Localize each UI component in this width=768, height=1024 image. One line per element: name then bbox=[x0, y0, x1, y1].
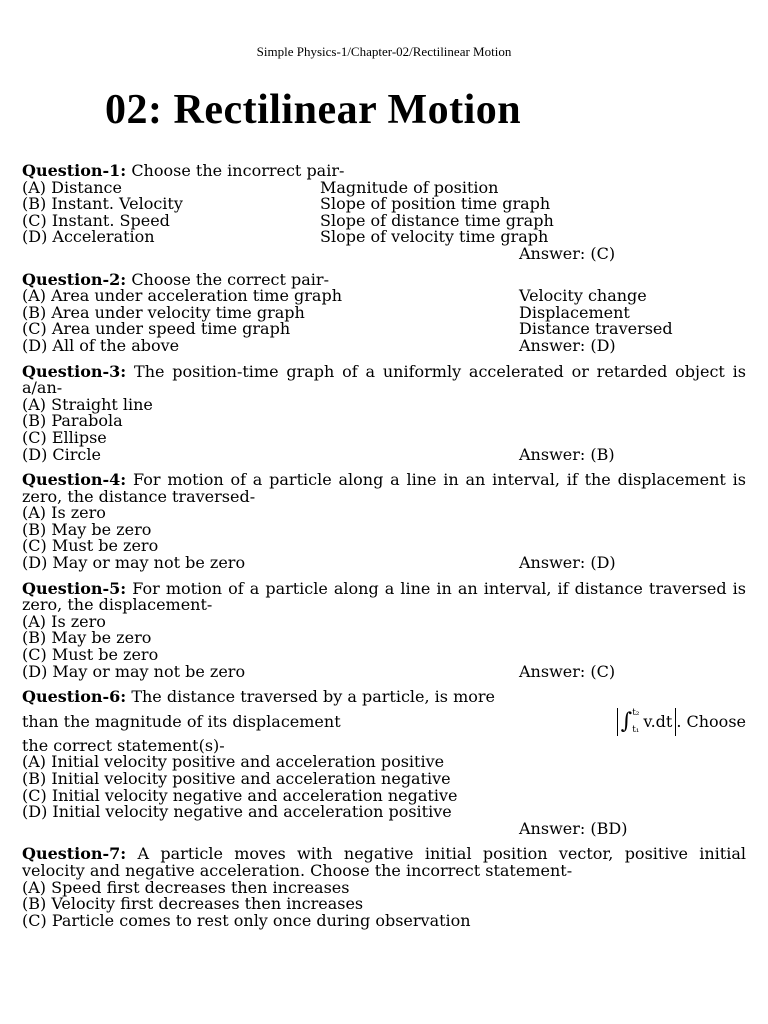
question-stem: . Choose bbox=[676, 711, 746, 731]
answer: Answer: (C) bbox=[519, 243, 616, 263]
running-header: Simple Physics-1/Chapter-02/Rectilinear Motion bbox=[256, 44, 512, 59]
question-label: Question-3: bbox=[22, 361, 127, 381]
question-label: Question-1: bbox=[22, 161, 127, 180]
pair-right: Slope of velocity time graph bbox=[320, 227, 549, 247]
question-stem: the correct statement(s)- bbox=[22, 735, 225, 755]
pair-right: Magnitude of position bbox=[320, 177, 499, 197]
option: (C) Ellipse bbox=[22, 427, 107, 447]
question-5 bbox=[22, 578, 746, 681]
question-6 bbox=[22, 689, 746, 837]
page-title: 02: Rectilinear Motion bbox=[105, 87, 522, 133]
option: (B) Parabola bbox=[22, 411, 123, 431]
answer: Answer: (D) bbox=[519, 553, 616, 573]
pair-left: (B) Instant. Velocity bbox=[22, 194, 183, 214]
option: (D) Circle bbox=[22, 444, 101, 464]
question-7 bbox=[22, 846, 746, 929]
integral-expression bbox=[617, 708, 677, 736]
question-stem: The distance traversed by a particle, is more bbox=[131, 687, 496, 707]
option: (A) Is zero bbox=[22, 503, 106, 523]
pair-left: (A) Distance bbox=[22, 177, 122, 197]
question-stem: Choose the correct pair- bbox=[131, 269, 329, 289]
pair-right: Slope of distance time graph bbox=[320, 210, 554, 230]
pair-right: Displacement bbox=[519, 302, 630, 322]
pair-left: (B) Area under velocity time graph bbox=[22, 302, 305, 322]
integral-sign-icon: ∫ bbox=[620, 708, 633, 734]
option-row bbox=[22, 661, 746, 681]
question-stem-line bbox=[22, 706, 746, 738]
answer: Answer: (D) bbox=[519, 335, 616, 355]
question-2 bbox=[22, 269, 746, 355]
question-3 bbox=[22, 361, 746, 464]
option-row bbox=[22, 555, 746, 572]
answer: Answer: (BD) bbox=[519, 818, 628, 838]
option: (A) Is zero bbox=[22, 611, 106, 631]
option: (C) Particle comes to rest only once during observation bbox=[22, 910, 471, 930]
option: (A) Initial velocity positive and acceleration positive bbox=[22, 752, 445, 772]
pair-left: (C) Area under speed time graph bbox=[22, 319, 291, 339]
integral-limits bbox=[632, 709, 639, 735]
answer-row bbox=[22, 243, 746, 263]
question-1 bbox=[22, 163, 746, 263]
option-row bbox=[22, 444, 746, 464]
question-list bbox=[22, 163, 746, 938]
option: (C) Must be zero bbox=[22, 645, 159, 665]
answer: Answer: (B) bbox=[519, 444, 615, 464]
pair-left: (D) Acceleration bbox=[22, 227, 155, 247]
option: (B) Initial velocity positive and acceleration negative bbox=[22, 769, 451, 788]
pair-left: (D) All of the above bbox=[22, 335, 180, 355]
answer: Answer: (C) bbox=[519, 661, 616, 681]
question-stem: A particle moves with negative initial position vector, positive initial velocity and negative acceleration. Choose the incorrect statement- bbox=[22, 844, 746, 880]
question-stem: For motion of a particle along a line in an interval, if distance traversed is zero, the displacement- bbox=[22, 578, 746, 615]
option: (D) Initial velocity negative and acceleration positive bbox=[22, 802, 452, 822]
question-label: Question-5: bbox=[22, 578, 127, 598]
answer-row bbox=[22, 818, 746, 838]
option: (D) May or may not be zero bbox=[22, 553, 246, 573]
pair-left: (C) Instant. Speed bbox=[22, 210, 170, 230]
question-label: Question-4: bbox=[22, 470, 127, 490]
question-stem: than the magnitude of its displacement bbox=[22, 711, 341, 731]
option: (B) May be zero bbox=[22, 628, 152, 648]
option: (C) Initial velocity negative and acceleration negative bbox=[22, 785, 458, 805]
option: (D) May or may not be zero bbox=[22, 661, 246, 681]
question-stem: Choose the incorrect pair- bbox=[131, 161, 345, 180]
pair-row bbox=[22, 335, 746, 355]
question-label: Question-2: bbox=[22, 269, 127, 289]
question-label: Question-6: bbox=[22, 687, 127, 707]
option: (A) Straight line bbox=[22, 394, 153, 414]
question-stem: For motion of a particle along a line in an interval, if the displacement is zero, the distance traversed- bbox=[22, 470, 746, 506]
question-4 bbox=[22, 472, 746, 572]
pair-right: Velocity change bbox=[519, 286, 647, 306]
integrand: v.dt bbox=[643, 711, 673, 731]
option: (C) Must be zero bbox=[22, 536, 159, 556]
question-stem: The position-time graph of a uniformly accelerated or retarded object is a/an- bbox=[22, 361, 746, 398]
option: (A) Speed first decreases then increases bbox=[22, 877, 350, 897]
pair-row bbox=[22, 229, 746, 246]
question-label: Question-7: bbox=[22, 844, 127, 864]
lower-limit: t₁ bbox=[632, 724, 640, 735]
pair-right: Distance traversed bbox=[519, 319, 673, 339]
upper-limit: t₂ bbox=[632, 707, 640, 718]
pair-right: Slope of position time graph bbox=[320, 194, 551, 214]
option: (B) Velocity first decreases then increases bbox=[22, 894, 364, 914]
option: (B) May be zero bbox=[22, 519, 152, 539]
pair-left: (A) Area under acceleration time graph bbox=[22, 286, 342, 306]
